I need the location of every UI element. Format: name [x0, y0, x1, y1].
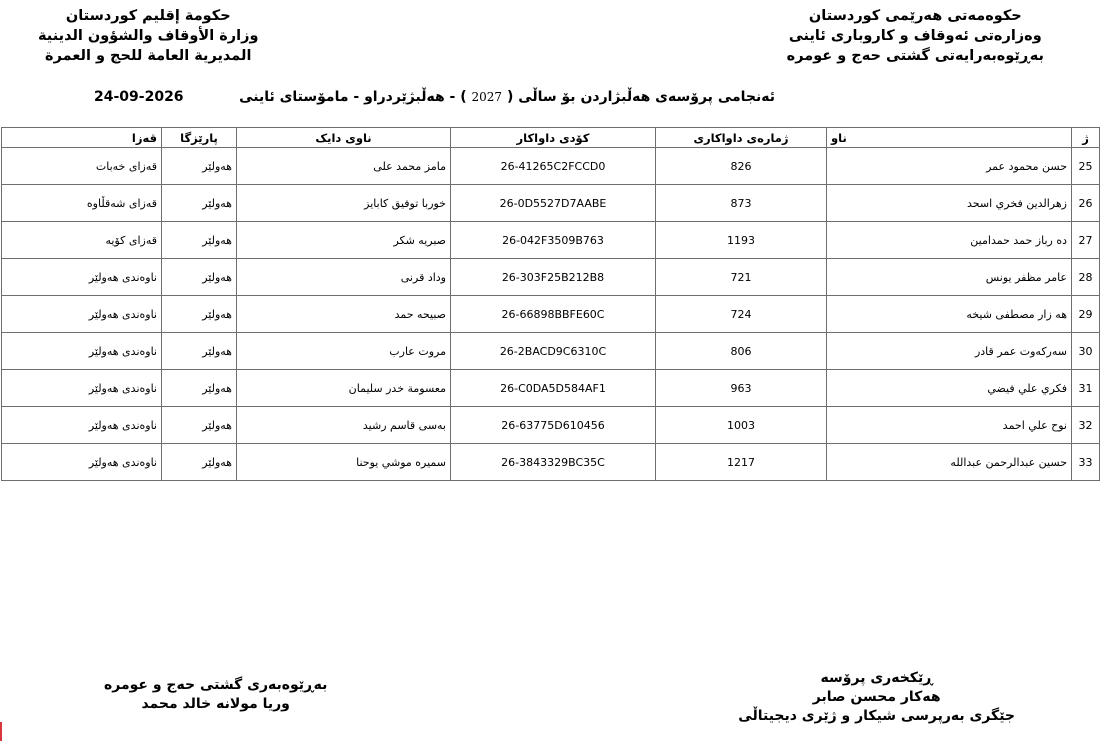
cell-name: حسين عبدالرحمن عبدالله — [827, 444, 1072, 481]
table-row — [2, 296, 1100, 333]
cell-app-number: 826 — [656, 148, 827, 185]
cell-mother: مامز محمد على — [237, 148, 451, 185]
director-name: وريا مولانه خالد محمد — [141, 696, 290, 712]
cell-district: ناوەندی هەولێر — [2, 444, 162, 481]
header-ministry-ku: وەزارەتی ئەوقاف و کاروباری ئاینی — [788, 28, 1042, 44]
cell-mother: معسومة خدر سليمان — [237, 370, 451, 407]
cell-app-code: 26-C0DA5D584AF1 — [451, 370, 656, 407]
cell-app-code: 26-303F25B212B8 — [451, 259, 656, 296]
header-directorate-ku: بەڕێوەبەرایەتی گشتی حەج و عومرە — [786, 48, 1044, 64]
cell-no: 26 — [1072, 185, 1100, 222]
cell-mother: بەسی قاسم رشید — [237, 407, 451, 444]
header-name: ناو — [827, 128, 1072, 148]
cell-app-number: 721 — [656, 259, 827, 296]
cell-name: سەرکەوت عمر قادر — [827, 333, 1072, 370]
header-arabic — [38, 6, 258, 66]
results-table — [1, 127, 1100, 481]
table-header-row — [2, 128, 1100, 148]
cell-governorate: هەولێر — [162, 222, 237, 259]
coordinator-name: هەکار محسن صابر — [812, 689, 941, 705]
cell-district: ناوەندی هەولێر — [2, 333, 162, 370]
cell-governorate: هەولێر — [162, 407, 237, 444]
cell-governorate: هەولێر — [162, 444, 237, 481]
header-directorate-ar: المديرية العامة للحج و العمرة — [45, 48, 252, 64]
cell-district: ناوەندی هەولێر — [2, 407, 162, 444]
header-government-ar: حكومة إقليم كوردستان — [65, 8, 231, 24]
cell-mother: مروت عارب — [237, 333, 451, 370]
signature-block-coordinator — [738, 669, 1015, 726]
report-title-prefix: ئەنجامی پرۆسەی هەڵبژاردن بۆ ساڵی ( — [506, 89, 775, 105]
cell-app-number: 806 — [656, 333, 827, 370]
cell-app-number: 963 — [656, 370, 827, 407]
cell-name: هه زار مصطفى شيخه — [827, 296, 1072, 333]
cell-mother: وداد قرنى — [237, 259, 451, 296]
coordinator-role: ڕێکخەری پرۆسە — [820, 670, 933, 686]
cell-mother: خوربا توفيق كابايز — [237, 185, 451, 222]
header-government-ku: حکوەمەتی هەرێمی کوردستان — [808, 8, 1022, 24]
cell-mother: صبريه شكر — [237, 222, 451, 259]
report-title — [239, 89, 775, 105]
cell-app-code: 26-2BACD9C6310C — [451, 333, 656, 370]
cell-no: 25 — [1072, 148, 1100, 185]
cell-name: عامر مظفر يونس — [827, 259, 1072, 296]
cell-no: 33 — [1072, 444, 1100, 481]
cell-governorate: هەولێر — [162, 296, 237, 333]
cell-name: فكري علي فيضي — [827, 370, 1072, 407]
cell-district: ناوەندی هەولێر — [2, 296, 162, 333]
header-app-code: کۆدی داواکار — [451, 128, 656, 148]
cell-governorate: هەولێر — [162, 185, 237, 222]
cell-no: 31 — [1072, 370, 1100, 407]
page-edge-marker — [0, 722, 2, 741]
report-title-suffix: ) - هەڵبژێردراو - مامۆستای ئاینی — [239, 89, 467, 105]
cell-no: 29 — [1072, 296, 1100, 333]
table-row — [2, 333, 1100, 370]
cell-governorate: هەولێر — [162, 333, 237, 370]
cell-governorate: هەولێر — [162, 148, 237, 185]
cell-name: نوح علي احمد — [827, 407, 1072, 444]
header-governorate: پارێزگا — [162, 128, 237, 148]
table-row — [2, 444, 1100, 481]
header-app-number: ژمارەی داواکاری — [656, 128, 827, 148]
report-date: 24-09-2026 — [94, 89, 184, 105]
cell-mother: سميره موشي يوحنا — [237, 444, 451, 481]
coordinator-title: جێگری بەرپرسی شیکار و ژێری دیجیتاڵی — [738, 708, 1015, 724]
cell-district: ناوەندی هەولێر — [2, 370, 162, 407]
cell-app-code: 26-042F3509B763 — [451, 222, 656, 259]
header-district: قەزا — [2, 128, 162, 148]
cell-no: 28 — [1072, 259, 1100, 296]
cell-governorate: هەولێر — [162, 259, 237, 296]
cell-name: ده رباز حمد حمدامين — [827, 222, 1072, 259]
cell-name: زهرالدين فخري اسحد — [827, 185, 1072, 222]
header-kurdish — [787, 6, 1044, 66]
signature-block-director — [104, 676, 327, 714]
cell-app-number: 1217 — [656, 444, 827, 481]
table-row — [2, 370, 1100, 407]
cell-no: 27 — [1072, 222, 1100, 259]
report-year: 2027 — [471, 90, 503, 104]
cell-app-code: 26-3843329BC35C — [451, 444, 656, 481]
cell-app-code: 26-41265C2FCCD0 — [451, 148, 656, 185]
header-ministry-ar: وزارة الأوقاف والشؤون الدينية — [38, 28, 259, 44]
cell-app-number: 873 — [656, 185, 827, 222]
table-row — [2, 259, 1100, 296]
header-no: ژ — [1072, 128, 1100, 148]
cell-app-number: 1193 — [656, 222, 827, 259]
cell-district: قەزای شەقڵاوە — [2, 185, 162, 222]
cell-district: قەزای کۆیە — [2, 222, 162, 259]
cell-governorate: هەولێر — [162, 370, 237, 407]
table-row — [2, 185, 1100, 222]
cell-mother: صبيحه حمد — [237, 296, 451, 333]
report-title-row — [0, 89, 1100, 109]
cell-no: 32 — [1072, 407, 1100, 444]
cell-app-code: 26-0D5527D7AABE — [451, 185, 656, 222]
cell-app-number: 724 — [656, 296, 827, 333]
table-row — [2, 407, 1100, 444]
director-title: بەڕێوەبەری گشتی حەج و عومرە — [104, 677, 328, 693]
cell-app-code: 26-63775D610456 — [451, 407, 656, 444]
cell-no: 30 — [1072, 333, 1100, 370]
cell-app-number: 1003 — [656, 407, 827, 444]
cell-name: حسن محمود عمر — [827, 148, 1072, 185]
cell-app-code: 26-66898BBFE60C — [451, 296, 656, 333]
table-row — [2, 148, 1100, 185]
cell-district: ناوەندی هەولێر — [2, 259, 162, 296]
header-mother: ناوی دایک — [237, 128, 451, 148]
cell-district: قەزای خەبات — [2, 148, 162, 185]
table-row — [2, 222, 1100, 259]
